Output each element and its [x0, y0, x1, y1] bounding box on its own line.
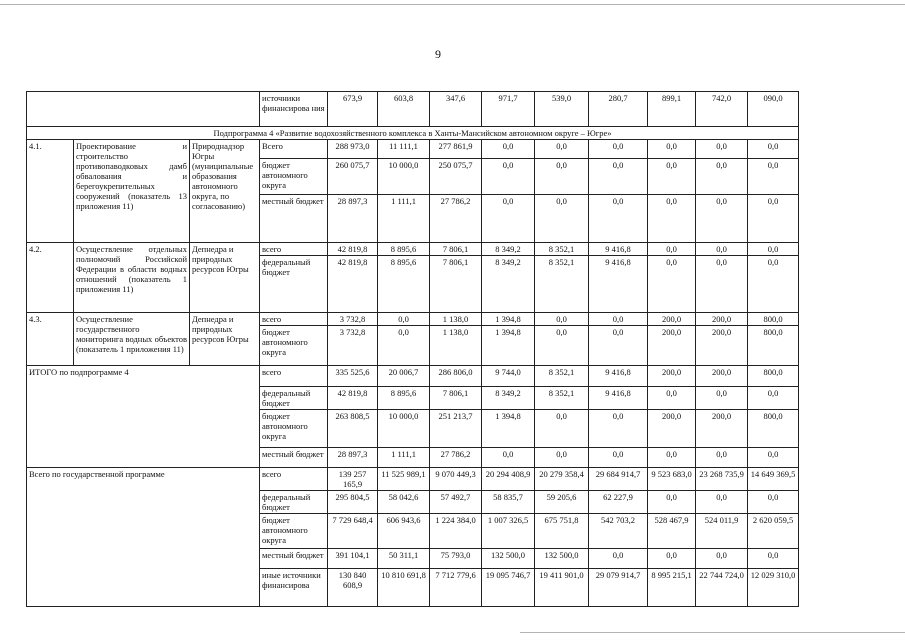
value-cell: 10 810 691,8 — [378, 569, 430, 607]
source-cell: бюджет автономного округа — [260, 514, 328, 549]
value-cell: 19 095 746,7 — [482, 569, 535, 607]
value-cell: 0,0 — [696, 256, 748, 313]
value-cell: 0,0 — [589, 326, 648, 366]
table-row — [27, 313, 799, 326]
value-cell: 8 995 215,1 — [648, 569, 696, 607]
value-cell: 0,0 — [648, 256, 696, 313]
page-number: 9 — [435, 47, 441, 61]
value-cell: 0,0 — [748, 491, 799, 514]
value-cell: 0,0 — [696, 140, 748, 159]
value-cell: 0,0 — [696, 491, 748, 514]
value-cell: 1 394,8 — [482, 410, 535, 448]
value-cell: 0,0 — [648, 243, 696, 256]
value-cell: 20 006,7 — [378, 366, 430, 387]
value-cell: 800,0 — [748, 313, 799, 326]
value-cell: 0,0 — [748, 140, 799, 159]
value-cell: 8 352,1 — [535, 243, 589, 256]
value-cell: 347,6 — [430, 92, 482, 127]
scan-edge-bottom — [520, 632, 905, 633]
value-cell: 8 352,1 — [535, 366, 589, 387]
financing-table — [26, 91, 799, 607]
value-cell: 58 835,7 — [482, 491, 535, 514]
value-cell: 0,0 — [535, 448, 589, 468]
source-cell: всего — [260, 468, 328, 491]
measure-number: 4.1. — [27, 140, 74, 243]
value-cell: 19 411 901,0 — [535, 569, 589, 607]
value-cell: 0,0 — [648, 491, 696, 514]
table-body — [27, 92, 799, 607]
value-cell: 0,0 — [589, 410, 648, 448]
measure-name: Осуществление государственного мониторинга водных объектов (показатель 1 приложения 11) — [74, 313, 190, 366]
value-cell: 9 070 449,3 — [430, 468, 482, 491]
value-cell: 27 786,2 — [430, 195, 482, 243]
table-row — [27, 92, 799, 127]
value-cell: 0,0 — [748, 256, 799, 313]
value-cell: 286 806,0 — [430, 366, 482, 387]
value-cell: 11 525 989,1 — [378, 468, 430, 491]
value-cell: 14 649 369,5 — [748, 468, 799, 491]
table-row — [27, 366, 799, 387]
value-cell: 20 294 408,9 — [482, 468, 535, 491]
value-cell: 0,0 — [589, 448, 648, 468]
value-cell: 0,0 — [482, 195, 535, 243]
value-cell: 3 732,8 — [328, 313, 378, 326]
value-cell: 0,0 — [535, 159, 589, 195]
value-cell: 0,0 — [748, 448, 799, 468]
source-cell: всего — [260, 243, 328, 256]
program-total-label: Всего по государственной программе — [27, 468, 260, 607]
value-cell: 0,0 — [535, 326, 589, 366]
value-cell: 742,0 — [696, 92, 748, 127]
value-cell: 10 000,0 — [378, 159, 430, 195]
value-cell: 0,0 — [748, 243, 799, 256]
value-cell: 9 416,8 — [589, 387, 648, 410]
value-cell: 42 819,8 — [328, 387, 378, 410]
value-cell: 606 943,6 — [378, 514, 430, 549]
value-cell: 132 500,0 — [482, 549, 535, 569]
source-cell: федеральный бюджет — [260, 387, 328, 410]
value-cell: 0,0 — [748, 195, 799, 243]
value-cell: 1 111,1 — [378, 195, 430, 243]
value-cell: 200,0 — [696, 326, 748, 366]
value-cell: 8 349,2 — [482, 243, 535, 256]
value-cell: 0,0 — [696, 243, 748, 256]
measure-name: Проектирование и строительство противопаводковых дамб обвалования и берегоукрепительных сооружений (показатель 13 приложения 11) — [74, 140, 190, 243]
value-cell: 7 806,1 — [430, 243, 482, 256]
table-row — [27, 468, 799, 491]
value-cell: 971,7 — [482, 92, 535, 127]
value-cell: 1 138,0 — [430, 326, 482, 366]
source-cell: Всего — [260, 140, 328, 159]
value-cell: 0,0 — [696, 195, 748, 243]
value-cell: 7 712 779,6 — [430, 569, 482, 607]
value-cell: 200,0 — [648, 366, 696, 387]
value-cell: 528 467,9 — [648, 514, 696, 549]
value-cell: 899,1 — [648, 92, 696, 127]
source-cell: федеральный бюджет — [260, 491, 328, 514]
value-cell: 29 079 914,7 — [589, 569, 648, 607]
value-cell: 251 213,7 — [430, 410, 482, 448]
value-cell: 542 703,2 — [589, 514, 648, 549]
value-cell: 1 007 326,5 — [482, 514, 535, 549]
value-cell: 288 973,0 — [328, 140, 378, 159]
value-cell: 0,0 — [696, 448, 748, 468]
value-cell: 295 804,5 — [328, 491, 378, 514]
value-cell: 391 104,1 — [328, 549, 378, 569]
value-cell: 2 620 059,5 — [748, 514, 799, 549]
table-row — [27, 140, 799, 159]
value-cell: 539,0 — [535, 92, 589, 127]
value-cell: 8 352,1 — [535, 256, 589, 313]
value-cell: 0,0 — [589, 313, 648, 326]
value-cell: 0,0 — [535, 410, 589, 448]
source-cell: всего — [260, 366, 328, 387]
measure-executor: Депнедра и природных ресурсов Югры — [190, 313, 260, 366]
value-cell: 250 075,7 — [430, 159, 482, 195]
value-cell: 0,0 — [648, 387, 696, 410]
value-cell: 090,0 — [748, 92, 799, 127]
blank-cell — [27, 92, 260, 127]
value-cell: 0,0 — [589, 549, 648, 569]
value-cell: 200,0 — [696, 366, 748, 387]
value-cell: 7 806,1 — [430, 256, 482, 313]
value-cell: 0,0 — [482, 448, 535, 468]
value-cell: 0,0 — [696, 159, 748, 195]
value-cell: 800,0 — [748, 366, 799, 387]
value-cell: 8 349,2 — [482, 256, 535, 313]
value-cell: 673,9 — [328, 92, 378, 127]
subprogram-total-label: ИТОГО по подпрограмме 4 — [27, 366, 260, 468]
value-cell: 1 394,8 — [482, 326, 535, 366]
measure-number: 4.3. — [27, 313, 74, 366]
value-cell: 524 011,9 — [696, 514, 748, 549]
source-cell: местный бюджет — [260, 195, 328, 243]
value-cell: 0,0 — [482, 159, 535, 195]
subprogram-title: Подпрограмма 4 «Развитие водохозяйственного комплекса в Ханты-Мансийском автономном округе – Югре» — [27, 127, 799, 140]
value-cell: 1 394,8 — [482, 313, 535, 326]
value-cell: 0,0 — [482, 140, 535, 159]
value-cell: 62 227,9 — [589, 491, 648, 514]
value-cell: 12 029 310,0 — [748, 569, 799, 607]
value-cell: 42 819,8 — [328, 243, 378, 256]
value-cell: 200,0 — [696, 410, 748, 448]
value-cell: 0,0 — [589, 140, 648, 159]
value-cell: 675 751,8 — [535, 514, 589, 549]
value-cell: 8 895,6 — [378, 387, 430, 410]
scan-edge-top — [0, 4, 905, 5]
value-cell: 0,0 — [696, 387, 748, 410]
value-cell: 10 000,0 — [378, 410, 430, 448]
value-cell: 800,0 — [748, 410, 799, 448]
source-cell: бюджет автономного округа — [260, 326, 328, 366]
value-cell: 1 111,1 — [378, 448, 430, 468]
value-cell: 3 732,8 — [328, 326, 378, 366]
value-cell: 130 840 608,9 — [328, 569, 378, 607]
source-cell: федеральный бюджет — [260, 256, 328, 313]
value-cell: 22 744 724,0 — [696, 569, 748, 607]
value-cell: 200,0 — [648, 326, 696, 366]
value-cell: 1 224 384,0 — [430, 514, 482, 549]
value-cell: 0,0 — [748, 387, 799, 410]
value-cell: 200,0 — [648, 410, 696, 448]
value-cell: 280,7 — [589, 92, 648, 127]
measure-executor: Депнедра и природных ресурсов Югры — [190, 243, 260, 313]
measure-executor: Природнадзор Югры (муниципальные образования автономного округа, по согласованию) — [190, 140, 260, 243]
value-cell: 0,0 — [748, 159, 799, 195]
value-cell: 132 500,0 — [535, 549, 589, 569]
value-cell: 0,0 — [696, 549, 748, 569]
value-cell: 200,0 — [696, 313, 748, 326]
value-cell: 8 352,1 — [535, 387, 589, 410]
measure-name: Осуществление отдельных полномочий Российской Федерации в области водных отношений (показатель 1 приложения 11) — [74, 243, 190, 313]
value-cell: 0,0 — [535, 313, 589, 326]
value-cell: 0,0 — [535, 140, 589, 159]
value-cell: 8 895,6 — [378, 256, 430, 313]
value-cell: 9 416,8 — [589, 243, 648, 256]
value-cell: 9 523 683,0 — [648, 468, 696, 491]
source-cell: местный бюджет — [260, 549, 328, 569]
value-cell: 0,0 — [648, 159, 696, 195]
value-cell: 9 744,0 — [482, 366, 535, 387]
value-cell: 0,0 — [648, 448, 696, 468]
value-cell: 0,0 — [648, 549, 696, 569]
value-cell: 0,0 — [648, 140, 696, 159]
value-cell: 0,0 — [648, 195, 696, 243]
source-cell: источники финансирова ния — [260, 92, 328, 127]
value-cell: 8 895,6 — [378, 243, 430, 256]
value-cell: 139 257 165,9 — [328, 468, 378, 491]
value-cell: 277 861,9 — [430, 140, 482, 159]
value-cell: 0,0 — [378, 326, 430, 366]
value-cell: 603,8 — [378, 92, 430, 127]
value-cell: 0,0 — [589, 195, 648, 243]
value-cell: 57 492,7 — [430, 491, 482, 514]
value-cell: 335 525,6 — [328, 366, 378, 387]
value-cell: 42 819,8 — [328, 256, 378, 313]
value-cell: 11 111,1 — [378, 140, 430, 159]
value-cell: 28 897,3 — [328, 195, 378, 243]
source-cell: всего — [260, 313, 328, 326]
value-cell: 8 349,2 — [482, 387, 535, 410]
value-cell: 27 786,2 — [430, 448, 482, 468]
value-cell: 9 416,8 — [589, 366, 648, 387]
value-cell: 260 075,7 — [328, 159, 378, 195]
value-cell: 58 042,6 — [378, 491, 430, 514]
value-cell: 0,0 — [378, 313, 430, 326]
source-cell: иные источники финансирова — [260, 569, 328, 607]
value-cell: 59 205,6 — [535, 491, 589, 514]
value-cell: 0,0 — [589, 159, 648, 195]
value-cell: 50 311,1 — [378, 549, 430, 569]
value-cell: 23 268 735,9 — [696, 468, 748, 491]
table-row — [27, 243, 799, 256]
value-cell: 28 897,3 — [328, 448, 378, 468]
value-cell: 800,0 — [748, 326, 799, 366]
value-cell: 0,0 — [535, 195, 589, 243]
value-cell: 200,0 — [648, 313, 696, 326]
source-cell: местный бюджет — [260, 448, 328, 468]
value-cell: 263 808,5 — [328, 410, 378, 448]
subprogram-header-row — [27, 127, 799, 140]
value-cell: 29 684 914,7 — [589, 468, 648, 491]
value-cell: 9 416,8 — [589, 256, 648, 313]
value-cell: 7 729 648,4 — [328, 514, 378, 549]
value-cell: 7 806,1 — [430, 387, 482, 410]
source-cell: бюджет автономного округа — [260, 410, 328, 448]
value-cell: 20 279 358,4 — [535, 468, 589, 491]
value-cell: 0,0 — [748, 549, 799, 569]
measure-number: 4.2. — [27, 243, 74, 313]
source-cell: бюджет автономного округа — [260, 159, 328, 195]
value-cell: 75 793,0 — [430, 549, 482, 569]
value-cell: 1 138,0 — [430, 313, 482, 326]
